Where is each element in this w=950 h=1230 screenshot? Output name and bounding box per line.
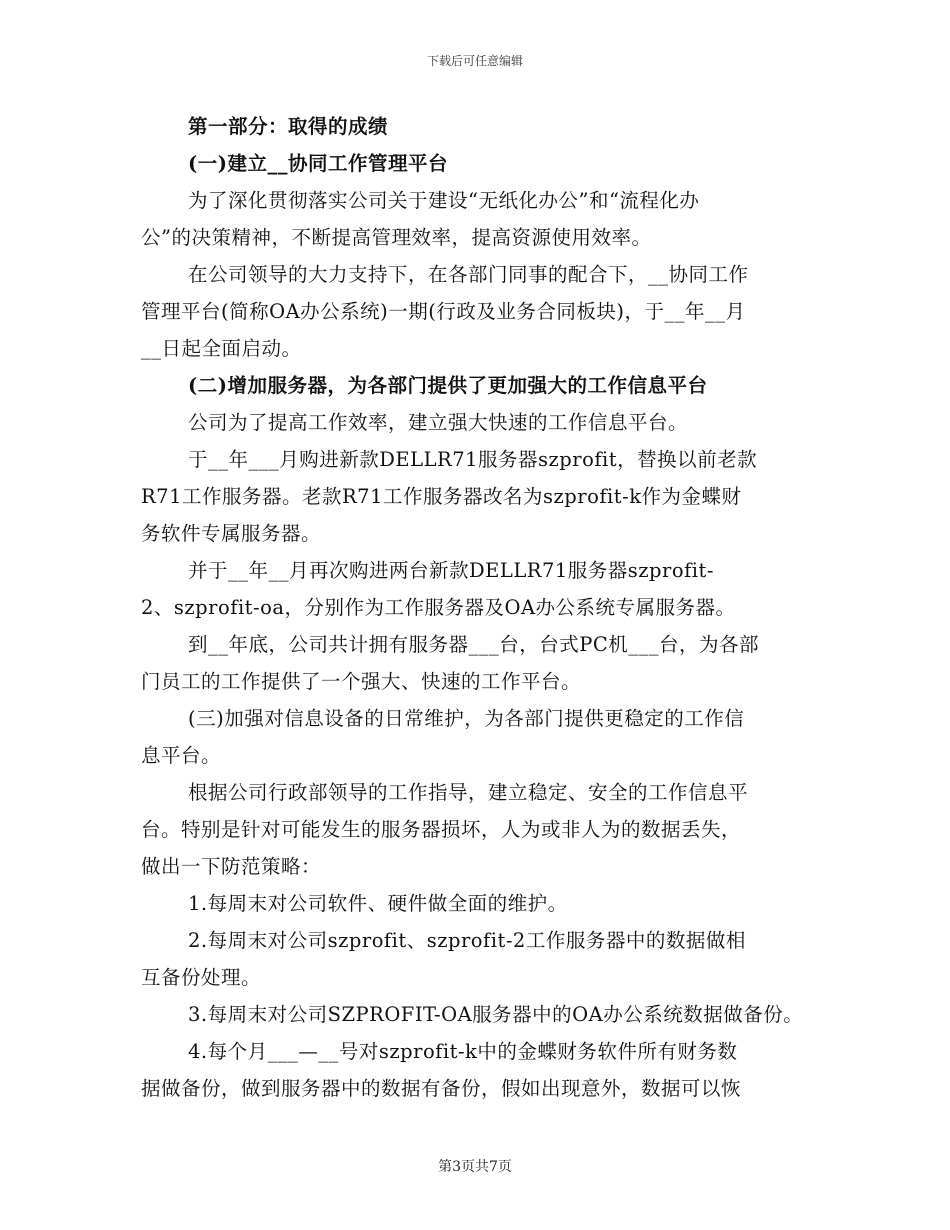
page-footer: 第3页共7页 bbox=[438, 1159, 512, 1175]
text-line: 2.每周末对公司szprofit、szprofit-2工作服务器中的数据做相 bbox=[188, 929, 746, 952]
text-line: 公”的决策精神，不断提高管理效率，提高资源使用效率。 bbox=[141, 226, 652, 249]
text-line: 管理平台(简称OA办公系统)一期(行政及业务合同板块)，于__年__月 bbox=[141, 300, 746, 323]
text-line: 在公司领导的大力支持下，在各部门同事的配合下，__协同工作 bbox=[188, 263, 749, 286]
section-heading: (二)增加服务器，为各部门提供了更加强大的工作信息平台 bbox=[188, 374, 708, 397]
text-line: 2、szprofit-oa，分别作为工作服务器及OA办公系统专属服务器。 bbox=[141, 596, 736, 619]
text-line: __日起全面启动。 bbox=[141, 337, 302, 360]
text-line: 1.每周末对公司软件、硬件做全面的维护。 bbox=[188, 892, 568, 915]
text-line: 4.每个月___—__号对szprofit-k中的金蝶财务软件所有财务数 bbox=[188, 1040, 738, 1063]
text-line: 做出一下防范策略： bbox=[141, 855, 322, 878]
document-body bbox=[141, 108, 821, 1107]
text-line: 息平台。 bbox=[141, 744, 222, 767]
text-line: R71工作服务器。老款R71工作服务器改名为szprofit-k作为金蝶财 bbox=[141, 485, 742, 508]
section-heading: (一)建立__协同工作管理平台 bbox=[188, 152, 448, 175]
text-line: 门员工的工作提供了一个强大、快速的工作平台。 bbox=[141, 670, 582, 693]
text-line: 根据公司行政部领导的工作指导，建立稳定、安全的工作信息平 bbox=[188, 781, 749, 804]
text-line: (三)加强对信息设备的日常维护，为各部门提供更稳定的工作信 bbox=[188, 707, 745, 730]
text-line: 为了深化贯彻落实公司关于建设“无纸化办公”和“流程化办 bbox=[188, 189, 700, 212]
text-line: 互备份处理。 bbox=[141, 966, 262, 989]
text-line: 并于__年__月再次购进两台新款DELLR71服务器szprofit- bbox=[188, 559, 714, 582]
text-line: 到__年底，公司共计拥有服务器___台，台式PC机___台，为各部 bbox=[188, 633, 760, 656]
text-line: 据做备份，做到服务器中的数据有备份，假如出现意外，数据可以恢 bbox=[141, 1077, 742, 1100]
text-line: 公司为了提高工作效率，建立强大快速的工作信息平台。 bbox=[188, 411, 689, 434]
section-heading: 第一部分：取得的成绩 bbox=[188, 115, 389, 138]
text-line: 台。特别是针对可能发生的服务器损坏，人为或非人为的数据丢失， bbox=[141, 818, 742, 841]
text-line: 于__年___月购进新款DELLR71服务器szprofit，替换以前老款 bbox=[188, 448, 758, 471]
page-header: 下载后可任意编辑 bbox=[426, 54, 523, 68]
text-line: 3.每周末对公司SZPROFIT-OA服务器中的OA办公系统数据做备份。 bbox=[188, 1003, 804, 1026]
text-line: 务软件专属服务器。 bbox=[141, 522, 322, 545]
